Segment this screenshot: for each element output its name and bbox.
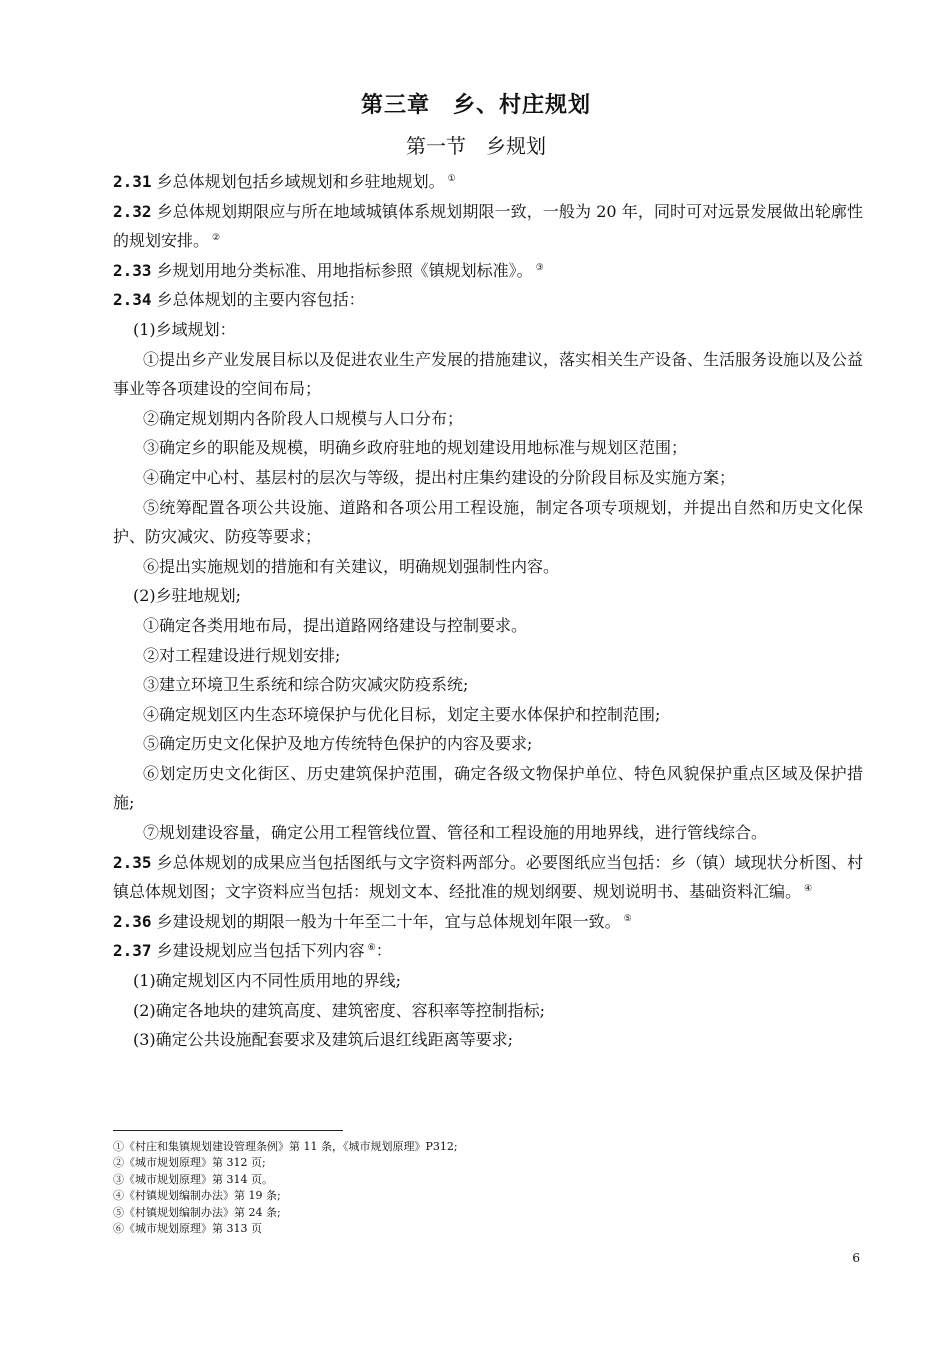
footnote-ref: ④ bbox=[804, 884, 813, 895]
footnotes bbox=[113, 1139, 713, 1237]
list-item: ④确定规划区内生态环境保护与优化目标，划定主要水体保护和控制范围; bbox=[143, 704, 661, 724]
clause-number: 2.36 bbox=[113, 911, 152, 931]
footnote: ②《城市规划原理》第 312 页; bbox=[113, 1156, 266, 1170]
clause-text: 乡总体规划的主要内容包括： bbox=[156, 290, 365, 310]
footnote-ref: ③ bbox=[535, 262, 544, 273]
clause-number: 2.31 bbox=[113, 172, 152, 191]
footnote: ⑥《城市规划原理》第 313 页 bbox=[113, 1222, 262, 1236]
list-item: ⑥提出实施规划的措施和有关建议，明确规划强制性内容。 bbox=[143, 556, 560, 576]
footnote-divider bbox=[113, 1130, 343, 1131]
clause-2-37 bbox=[113, 936, 863, 966]
clause-2-32 bbox=[113, 197, 863, 256]
list-item: (1)确定规划区内不同性质用地的界线; bbox=[133, 971, 402, 991]
footnote-ref: ⑤ bbox=[623, 913, 632, 924]
clause-text: 乡建设规划的期限一般为十年至二十年，宜与总体规划年限一致。 bbox=[156, 911, 621, 931]
clause-2-36 bbox=[113, 907, 863, 937]
township-area-heading: (1)乡域规划： bbox=[133, 319, 236, 339]
clause-number: 2.32 bbox=[113, 201, 152, 221]
document-body bbox=[113, 167, 863, 1055]
chapter-title: 第三章 乡、村庄规划 bbox=[360, 93, 591, 118]
clause-tail: ： bbox=[375, 941, 392, 961]
list-item: ⑦规划建设容量，确定公用工程管线位置、管径和工程设施的用地界线，进行管线综合。 bbox=[143, 823, 768, 843]
clause-text: 乡建设规划应当包括下列内容 bbox=[156, 941, 365, 961]
footnote-ref: ⑥ bbox=[367, 943, 376, 954]
list-item: ⑤确定历史文化保护及地方传统特色保护的内容及要求; bbox=[143, 734, 533, 754]
list-item: ①确定各类用地布局，提出道路网络建设与控制要求。 bbox=[143, 615, 528, 635]
list-item: ③确定乡的职能及规模，明确乡政府驻地的规划建设用地标准与规划区范围； bbox=[143, 438, 688, 458]
footnote: ⑤《村镇规划编制办法》第 24 条; bbox=[113, 1205, 281, 1219]
list-item: ②确定规划期内各阶段人口规模与人口分布； bbox=[143, 408, 464, 428]
clause-2-35 bbox=[113, 848, 863, 907]
clause-number: 2.37 bbox=[113, 941, 152, 961]
section-title: 第一节 乡规划 bbox=[406, 134, 546, 158]
footnote-ref: ② bbox=[212, 233, 221, 244]
list-item: ⑥划定历史文化街区、历史建筑保护范围，确定各级文物保护单位、特色风貌保护重点区域及保护措施; bbox=[113, 763, 863, 813]
clause-text: 乡总体规划的成果应当包括图纸与文字资料两部分。必要图纸应当包括：乡（镇）域现状分析图、村镇总体规划图；文字资料应当包括：规划文本、经批准的规划纲要、规划说明书、基础资料汇编。 bbox=[113, 852, 863, 902]
list-item: (3)确定公共设施配套要求及建筑后退红线距离等要求; bbox=[133, 1030, 514, 1050]
clause-text: 乡规划用地分类标准、用地指标参照《镇规划标准》。 bbox=[156, 260, 533, 280]
page-number: 6 bbox=[852, 1251, 860, 1265]
clause-text: 乡总体规划包括乡域规划和乡驻地规划。 bbox=[156, 172, 445, 191]
footnote: ③《城市规划原理》第 314 页。 bbox=[113, 1172, 273, 1186]
list-item: ④确定中心村、基层村的层次与等级，提出村庄集约建设的分阶段目标及实施方案； bbox=[143, 467, 736, 487]
footnote: ④《村镇规划编制办法》第 19 条; bbox=[113, 1189, 281, 1203]
clause-number: 2.33 bbox=[113, 260, 152, 280]
list-item: (2)确定各地块的建筑高度、建筑密度、容积率等控制指标; bbox=[133, 1000, 546, 1020]
list-item: ③建立环境卫生系统和综合防灾减灾防疫系统; bbox=[143, 675, 469, 695]
clause-2-33 bbox=[113, 256, 863, 286]
footnote: ①《村庄和集镇规划建设管理条例》第 11 条，《城市规划原理》P312; bbox=[113, 1140, 458, 1153]
clause-number: 2.35 bbox=[113, 852, 152, 872]
list-item: ⑤统筹配置各项公共设施、道路和各项公用工程设施，制定各项专项规划，并提出自然和历史文化保护、防灾减灾、防疫等要求； bbox=[113, 497, 863, 547]
township-seat-heading: (2)乡驻地规划; bbox=[133, 586, 242, 606]
clause-2-34 bbox=[113, 285, 863, 315]
list-item: ①提出乡产业发展目标以及促进农业生产发展的措施建议，落实相关生产设备、生活服务设施以及公益事业等各项建设的空间布局； bbox=[113, 349, 864, 399]
clause-text: 乡总体规划期限应与所在地域城镇体系规划期限一致，一般为 20 年，同时可对远景发展做出轮廓性的规划安排。 bbox=[113, 201, 863, 251]
list-item: ②对工程建设进行规划安排; bbox=[143, 645, 341, 665]
footnote-ref: ① bbox=[447, 174, 456, 184]
clause-2-31 bbox=[113, 167, 863, 197]
clause-number: 2.34 bbox=[113, 290, 152, 310]
